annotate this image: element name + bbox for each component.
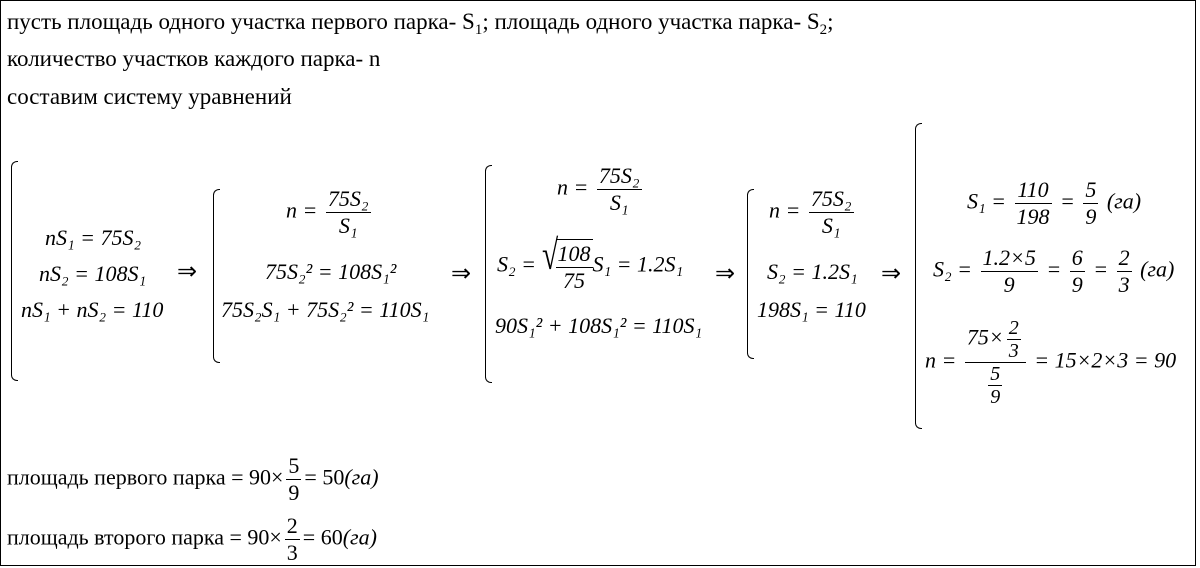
implies-arrow-3: ⇒ [715, 261, 736, 287]
system3-eq1-fraction: $\frac{\text{75S₂}}{\text{S₁}}$ [598, 163, 640, 215]
system5-eq3: n = 75× $\frac{2}{3}$ $\frac{5}{9}$ = 15×2×3 = 90 [925, 317, 1177, 408]
system1-eq3: nS₁ + nS₂ = 110 [21, 297, 164, 322]
intro-line-2 [7, 46, 380, 72]
system3-eq3: 90S₁² + 108S₁² = 110S₁ [495, 313, 703, 338]
intro-text-a: пусть площадь одного участка первого парка- [7, 9, 457, 34]
system1-brace [11, 161, 18, 381]
intro-text-count: количество участков каждого парка- [7, 46, 364, 71]
system3-radicand-fraction: $\frac{108}{75}$ [557, 241, 591, 293]
answer-2: площадь второго парка = 90× $\frac{2}{3}$ = 60(га) [7, 513, 377, 565]
implies-arrow-4: ⇒ [881, 261, 902, 287]
answer-2-fraction: $\frac{2}{3}$ [286, 513, 298, 565]
system4-brace [747, 189, 754, 359]
system5-eq2: S₂ = $\frac{1.2\times 5}{9}$ = $\frac{6}{9}$ = $\frac{2}{3}$ (га) [933, 245, 1175, 297]
implies-arrow-1: ⇒ [177, 259, 198, 285]
intro-line-1 [7, 9, 834, 38]
sqrt-symbol: √ $\frac{108}{75}$ [541, 233, 591, 293]
system4-eq1: n = $\frac{\text{75S₂}}{\text{S₁}}$ [769, 186, 852, 238]
system4-eq3: 198S₁ = 110 [757, 297, 866, 322]
system3-eq1: n = $\frac{\text{75S₂}}{\text{S₁}}$ [557, 163, 640, 215]
system2-brace [213, 189, 220, 363]
system3-brace [485, 165, 492, 383]
system2-eq1: n = $\frac{\text{75S₂}}{\text{S₁}}$ [286, 186, 369, 238]
system2-eq2: 75S₂² = 108S₁² [265, 259, 397, 284]
intro-text-c: ; [827, 9, 834, 34]
system4-eq2: S₂ = 1.2S₁ [767, 259, 858, 284]
n-symbol: n [368, 46, 381, 71]
system3-eq2: S₂ = √ $\frac{108}{75}$ S₁ = 1.2S₁ [497, 233, 684, 293]
answer-1: площадь первого парка = 90× $\frac{5}{9}$ = 50(га) [7, 453, 379, 505]
system5-brace [915, 123, 922, 429]
system5-eq1: S₁ = $\frac{110}{198}$ = $\frac{5}{9}$ (га) [967, 177, 1142, 229]
system5-complex-fraction: 75× $\frac{2}{3}$ $\frac{5}{9}$ [965, 317, 1026, 408]
system1-eq1: nS₁ = 75S₂ [45, 225, 142, 250]
system1-eq2: nS₂ = 108S₁ [39, 261, 147, 286]
s2-symbol: $S_2$ [806, 9, 828, 38]
intro-text-b: ; площадь одного участка парка- [482, 9, 802, 34]
system2-eq1-fraction: $\frac{\text{75S₂}}{\text{S₁}}$ [327, 186, 369, 238]
implies-arrow-2: ⇒ [451, 261, 472, 287]
intro-line-3: составим систему уравнений [7, 84, 292, 109]
system4-eq1-fraction: $\frac{\text{75S₂}}{\text{S₁}}$ [810, 186, 852, 238]
system2-eq3: 75S₂S₁ + 75S₂² = 110S₁ [221, 297, 430, 322]
s1-symbol: $S_1$ [462, 9, 483, 38]
answer-1-fraction: $\frac{5}{9}$ [288, 453, 300, 505]
